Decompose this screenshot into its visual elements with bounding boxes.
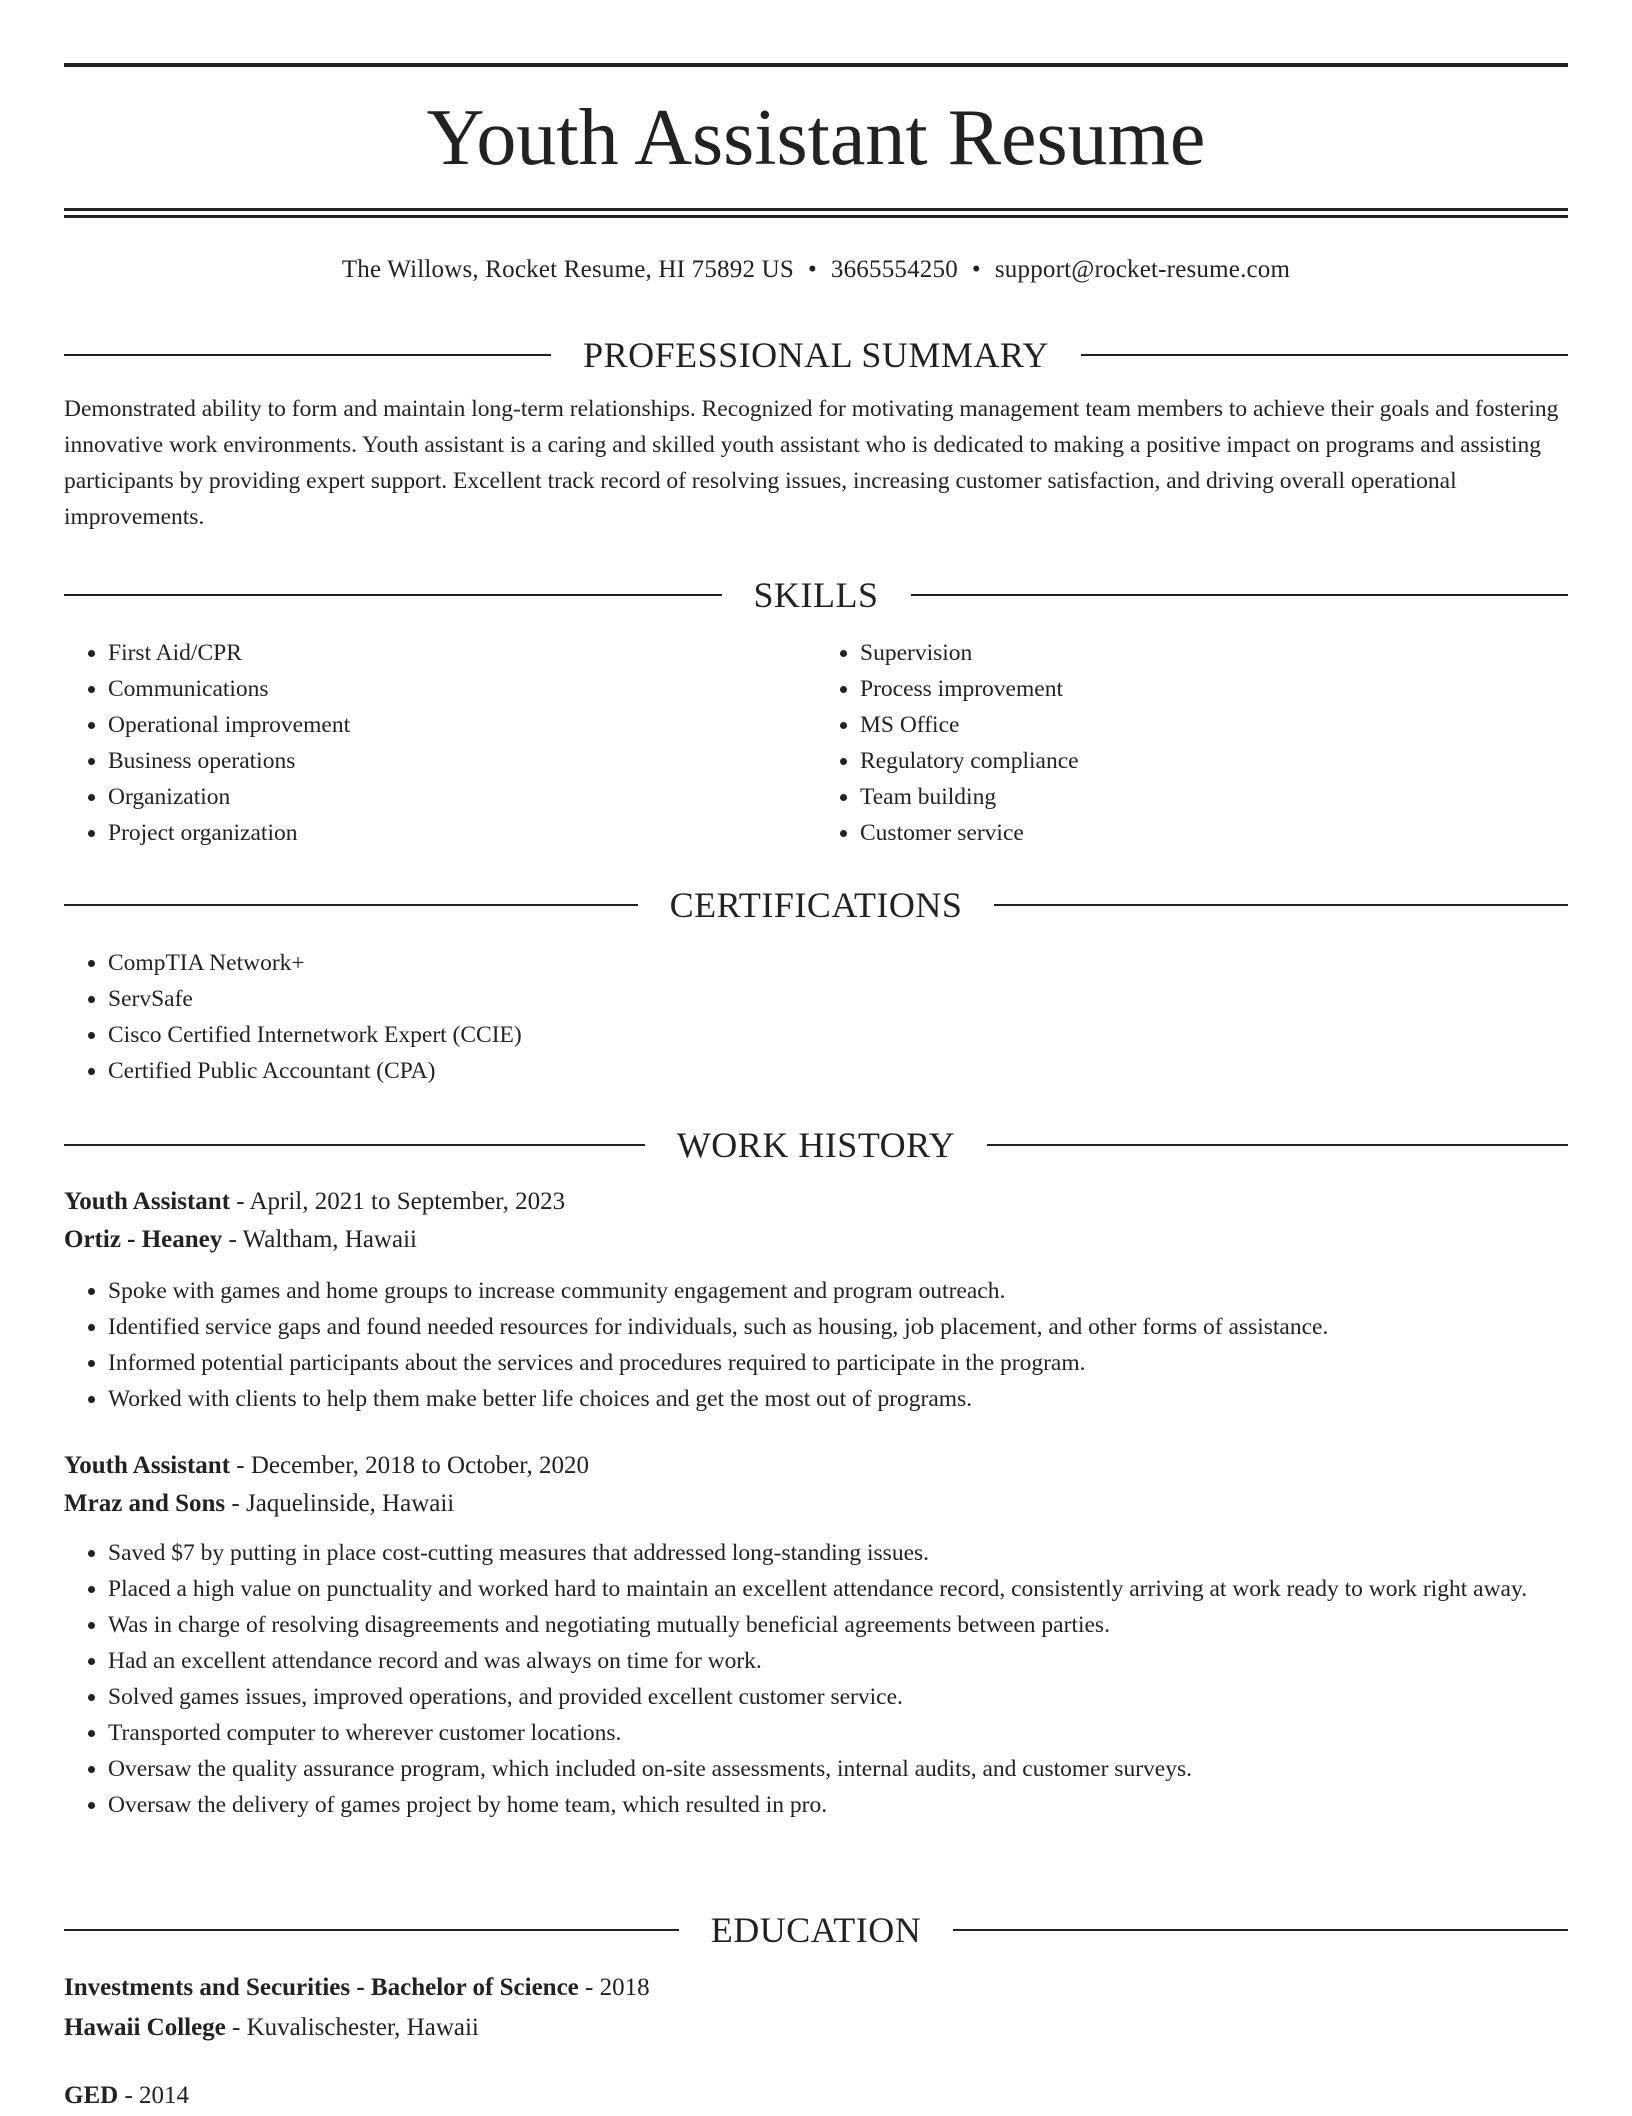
heading-rule bbox=[64, 594, 722, 596]
job-bullet: • Solved games issues, improved operations, and provided excellent customer service. bbox=[108, 1679, 1568, 1715]
contact-email: support@rocket-resume.com bbox=[994, 256, 1291, 283]
contact-separator: • bbox=[807, 256, 817, 283]
job-bullet: • Worked with clients to help them make better life choices and get the most out of programs. bbox=[108, 1381, 1568, 1417]
job-company-line: Mraz and Sons - Jaquelinside, Hawaii bbox=[64, 1490, 455, 1517]
skill-item: • Customer service bbox=[860, 815, 1568, 851]
header-bottom-rule bbox=[64, 208, 1568, 211]
skill-item: • Organization bbox=[108, 779, 816, 815]
heading-rule bbox=[64, 1929, 679, 1931]
skill-item: • MS Office bbox=[860, 707, 1568, 743]
job-location: Jaquelinside, Hawaii bbox=[245, 1490, 455, 1517]
skills-columns bbox=[64, 635, 1568, 851]
contact-phone: 3665554250 bbox=[830, 256, 958, 283]
job-title-line: Youth Assistant - April, 2021 to September, 2023 bbox=[64, 1188, 566, 1215]
summary-text: Demonstrated ability to form and maintain long-term relationships. Recognized for motivating management team members to achieve their goals and fostering innovative work environments. Youth assistant is a caring and skilled youth assistant who is dedicated to making a positive impact on programs and assisting participants by providing expert support. Excellent track record of resolving issues, increasing customer satisfaction, and driving overall operational improvements. bbox=[64, 396, 1559, 530]
job-dates: December, 2018 to October, 2020 bbox=[250, 1452, 590, 1479]
job-bullet: • Saved $7 by putting in place cost-cutting measures that addressed long-standing issues. bbox=[108, 1535, 1568, 1571]
header-bottom-rule-second bbox=[64, 215, 1568, 218]
heading-rule bbox=[987, 1144, 1568, 1146]
job-bullet: • Transported computer to wherever customer locations. bbox=[108, 1715, 1568, 1751]
skills-section bbox=[64, 571, 1568, 851]
skill-item: • Process improvement bbox=[860, 671, 1568, 707]
certifications-section bbox=[64, 881, 1568, 1089]
education-year: 2018 bbox=[599, 1974, 650, 2001]
skill-item: • Operational improvement bbox=[108, 707, 816, 743]
job-company: Ortiz - Heaney bbox=[64, 1226, 223, 1253]
job-title: Youth Assistant bbox=[64, 1188, 231, 1215]
education-degree-line: GED - 2014 bbox=[64, 2082, 190, 2109]
education-entry bbox=[64, 1968, 1568, 2048]
heading-rule bbox=[994, 904, 1568, 906]
work-history-heading: WORK HISTORY bbox=[676, 1125, 956, 1165]
education-heading: EDUCATION bbox=[710, 1910, 922, 1950]
heading-rule bbox=[953, 1929, 1568, 1931]
job-bullets bbox=[64, 1535, 1568, 1823]
skill-item: • Team building bbox=[860, 779, 1568, 815]
job-entry bbox=[64, 1183, 1568, 1417]
skills-list-right bbox=[816, 635, 1568, 851]
job-bullet: • Informed potential participants about the services and procedures required to participate in the program. bbox=[108, 1345, 1568, 1381]
contact-line bbox=[64, 252, 1568, 288]
heading-rule bbox=[911, 594, 1569, 596]
heading-rule bbox=[64, 904, 638, 906]
skill-item: • Business operations bbox=[108, 743, 816, 779]
section-heading bbox=[64, 881, 1568, 929]
job-bullets bbox=[64, 1273, 1568, 1417]
page-title: Youth Assistant Resume bbox=[426, 94, 1206, 182]
section-heading bbox=[64, 571, 1568, 619]
skill-item: • Supervision bbox=[860, 635, 1568, 671]
certification-item: • Cisco Certified Internetwork Expert (CCIE) bbox=[108, 1017, 1568, 1053]
job-entry bbox=[64, 1447, 1568, 1823]
work-history-section bbox=[64, 1121, 1568, 1823]
job-location: Waltham, Hawaii bbox=[242, 1226, 417, 1253]
education-entry bbox=[64, 2076, 1568, 2116]
education-degree: GED bbox=[64, 2082, 119, 2109]
job-bullet: • Placed a high value on punctuality and worked hard to maintain an excellent attendance record, consistently arriving at work ready to work right away. bbox=[108, 1571, 1568, 1607]
education-degree: Investments and Securities - Bachelor of Science bbox=[64, 1974, 579, 2001]
certifications-heading: CERTIFICATIONS bbox=[669, 885, 963, 925]
heading-rule bbox=[64, 1144, 645, 1146]
job-company-line: Ortiz - Heaney - Waltham, Hawaii bbox=[64, 1226, 417, 1253]
job-title: Youth Assistant bbox=[64, 1452, 231, 1479]
job-bullet: • Was in charge of resolving disagreements and negotiating mutually beneficial agreements between parties. bbox=[108, 1607, 1568, 1643]
education-section bbox=[64, 1906, 1568, 2116]
skills-list-left bbox=[64, 635, 816, 851]
job-company: Mraz and Sons bbox=[64, 1490, 226, 1517]
certification-item: • Certified Public Accountant (CPA) bbox=[108, 1053, 1568, 1089]
summary-heading: PROFESSIONAL SUMMARY bbox=[583, 335, 1049, 375]
skill-item: • Communications bbox=[108, 671, 816, 707]
contact-separator: • bbox=[971, 256, 981, 283]
certification-item: • CompTIA Network+ bbox=[108, 945, 1568, 981]
education-school: Hawaii College bbox=[64, 2014, 226, 2041]
heading-rule bbox=[1081, 354, 1568, 356]
section-heading bbox=[64, 1121, 1568, 1169]
summary-section bbox=[64, 331, 1568, 535]
certification-item: • ServSafe bbox=[108, 981, 1568, 1017]
job-bullet: • Spoke with games and home groups to increase community engagement and program outreach. bbox=[108, 1273, 1568, 1309]
section-heading bbox=[64, 1906, 1568, 1954]
contact-address: The Willows, Rocket Resume, HI 75892 US bbox=[341, 256, 794, 283]
certifications-list bbox=[64, 945, 1568, 1089]
skill-item: • Project organization bbox=[108, 815, 816, 851]
job-dates: April, 2021 to September, 2023 bbox=[249, 1188, 566, 1215]
job-bullet: • Oversaw the delivery of games project by home team, which resulted in pro. bbox=[108, 1787, 1568, 1823]
section-heading bbox=[64, 331, 1568, 379]
education-school-line: Hawaii College - Kuvalischester, Hawaii bbox=[64, 2014, 479, 2041]
education-degree-line: Investments and Securities - Bachelor of Science - 2018 bbox=[64, 1974, 650, 2001]
job-title-line: Youth Assistant - December, 2018 to October, 2020 bbox=[64, 1452, 590, 1479]
job-bullet: • Had an excellent attendance record and was always on time for work. bbox=[108, 1643, 1568, 1679]
skills-heading: SKILLS bbox=[753, 575, 879, 615]
skill-item: • Regulatory compliance bbox=[860, 743, 1568, 779]
job-bullet: • Identified service gaps and found needed resources for individuals, such as housing, job placement, and other forms of assistance. bbox=[108, 1309, 1568, 1345]
header-top-rule bbox=[64, 63, 1568, 67]
job-bullet: • Oversaw the quality assurance program, which included on-site assessments, internal audits, and customer surveys. bbox=[108, 1751, 1568, 1787]
skill-item: • First Aid/CPR bbox=[108, 635, 816, 671]
heading-rule bbox=[64, 354, 551, 356]
education-location: Kuvalischester, Hawaii bbox=[246, 2014, 479, 2041]
education-year: 2014 bbox=[139, 2082, 190, 2109]
